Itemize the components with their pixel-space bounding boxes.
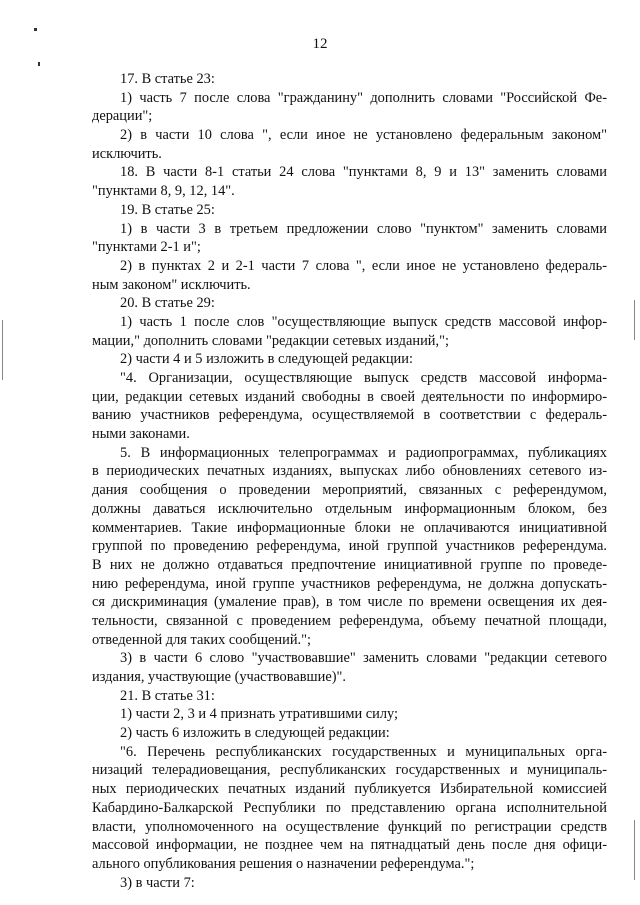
- line-item: комментариев. Такие информационные блоки не оплачиваются инициативной: [92, 519, 607, 536]
- line-item: 1) части 2, 3 и 4 признать утратившими силу;: [120, 706, 399, 723]
- scan-edge-left: [2, 320, 3, 380]
- line-item: 2) часть 6 изложить в следующей редакции:: [120, 725, 390, 742]
- line-item-heading: 21. В статье 31:: [120, 687, 215, 704]
- line-item: должны даваться исключительно отдельным информационным блоком, без: [92, 500, 607, 517]
- line-item: в периодических печатных изданиях, выпусках либо обновлениях сетевого из-: [92, 463, 607, 480]
- line-item: ванию участников референдума, осуществляемой в соответствии с федераль-: [92, 407, 607, 424]
- line-item: "6. Перечень республиканских государственных и муниципальных орга-: [120, 743, 607, 760]
- line-item: низаций телерадиовещания, республиканских государственных и муниципаль-: [92, 762, 607, 779]
- line-item: ным законом" исключить.: [92, 276, 251, 293]
- line-item: ции, редакции сетевых изданий свободны в своей деятельности по информиро-: [92, 388, 607, 405]
- line-item-heading: 17. В статье 23:: [120, 71, 215, 87]
- line-item: "пунктами 8, 9, 12, 14".: [92, 183, 235, 200]
- line-item: группой по проведению референдума, иной группой участников референдума.: [92, 538, 607, 555]
- line-item: ными законами.: [92, 426, 190, 443]
- line-item-heading: 20. В статье 29:: [120, 295, 215, 312]
- line-item: Кабардино-Балкарской Республики по представлению органа исполнительной: [92, 799, 607, 816]
- line-item: власти, уполномоченного на осуществление функций по регистрации средств: [92, 818, 607, 835]
- line-item: 5. В информационных телепрограммах и радиопрограммах, публикациях: [120, 444, 607, 461]
- line-item: "пунктами 2-1 и";: [92, 239, 201, 256]
- line-item: отведенной для таких сообщений.";: [92, 631, 312, 648]
- line-item: ся дискриминация (умаление прав), в том числе по времени освещения их дея-: [92, 594, 607, 611]
- line-item: 1) в части 3 в третьем предложении слово "пунктом" заменить словами: [120, 220, 607, 237]
- line-item: 3) в части 7:: [120, 874, 195, 891]
- line-item: дерации";: [92, 108, 153, 125]
- line-item: 2) в пунктах 2 и 2-1 части 7 слова ", если иное не установлено федераль-: [120, 257, 607, 274]
- line-item: массовой информации, не позднее чем на пятнадцатый день после дня офици-: [92, 837, 607, 854]
- line-item: дания сообщения о проведении мероприятий, связанных с референдумом,: [92, 482, 607, 499]
- line-item: 1) часть 1 после слов "осуществляющие выпуск средств массовой инфор-: [120, 313, 607, 330]
- line-item: нию референдума, иной группе участников референдума, не должна допускать-: [92, 575, 607, 592]
- line-item: 2) в части 10 слова ", если иное не установлено федеральным законом": [120, 127, 607, 144]
- line-item: 3) в части 6 слово "участвовавшие" заменить словами "редакции сетевого: [120, 650, 607, 667]
- document-body: [92, 70, 607, 892]
- scan-edge-right-lower: [634, 820, 635, 880]
- line-item: мации," дополнить словами "редакции сетевых изданий,";: [92, 332, 449, 349]
- line-item: В них не должно отдаваться предпочтение инициативной группе по проведе-: [92, 556, 607, 573]
- page-number: 12: [312, 36, 328, 52]
- scan-mark-small: [38, 62, 40, 66]
- line-item: 1) часть 7 после слова "гражданину" дополнить словами "Российской Фе-: [120, 89, 607, 106]
- line-item: ального опубликования решения о назначении референдума.";: [92, 855, 475, 872]
- line-item: исключить.: [92, 145, 162, 162]
- line-item: 2) части 4 и 5 изложить в следующей редакции:: [120, 351, 413, 368]
- line-item: ных периодических печатных изданий публикуется Избирательной комиссией: [92, 781, 607, 798]
- line-item: издания, участвующие (участвовавшие)".: [92, 669, 346, 685]
- line-item: "4. Организации, осуществляющие выпуск средств массовой информа-: [120, 370, 607, 386]
- line-item: 18. В части 8-1 статьи 24 слова "пунктами 8, 9 и 13" заменить словами: [120, 164, 607, 181]
- line-item: тельности, связанной с проведением референдума, объему печатной площади,: [92, 612, 607, 629]
- scan-edge-right: [634, 300, 635, 340]
- line-item-heading: 19. В статье 25:: [120, 201, 215, 218]
- scan-mark-top: [34, 28, 37, 31]
